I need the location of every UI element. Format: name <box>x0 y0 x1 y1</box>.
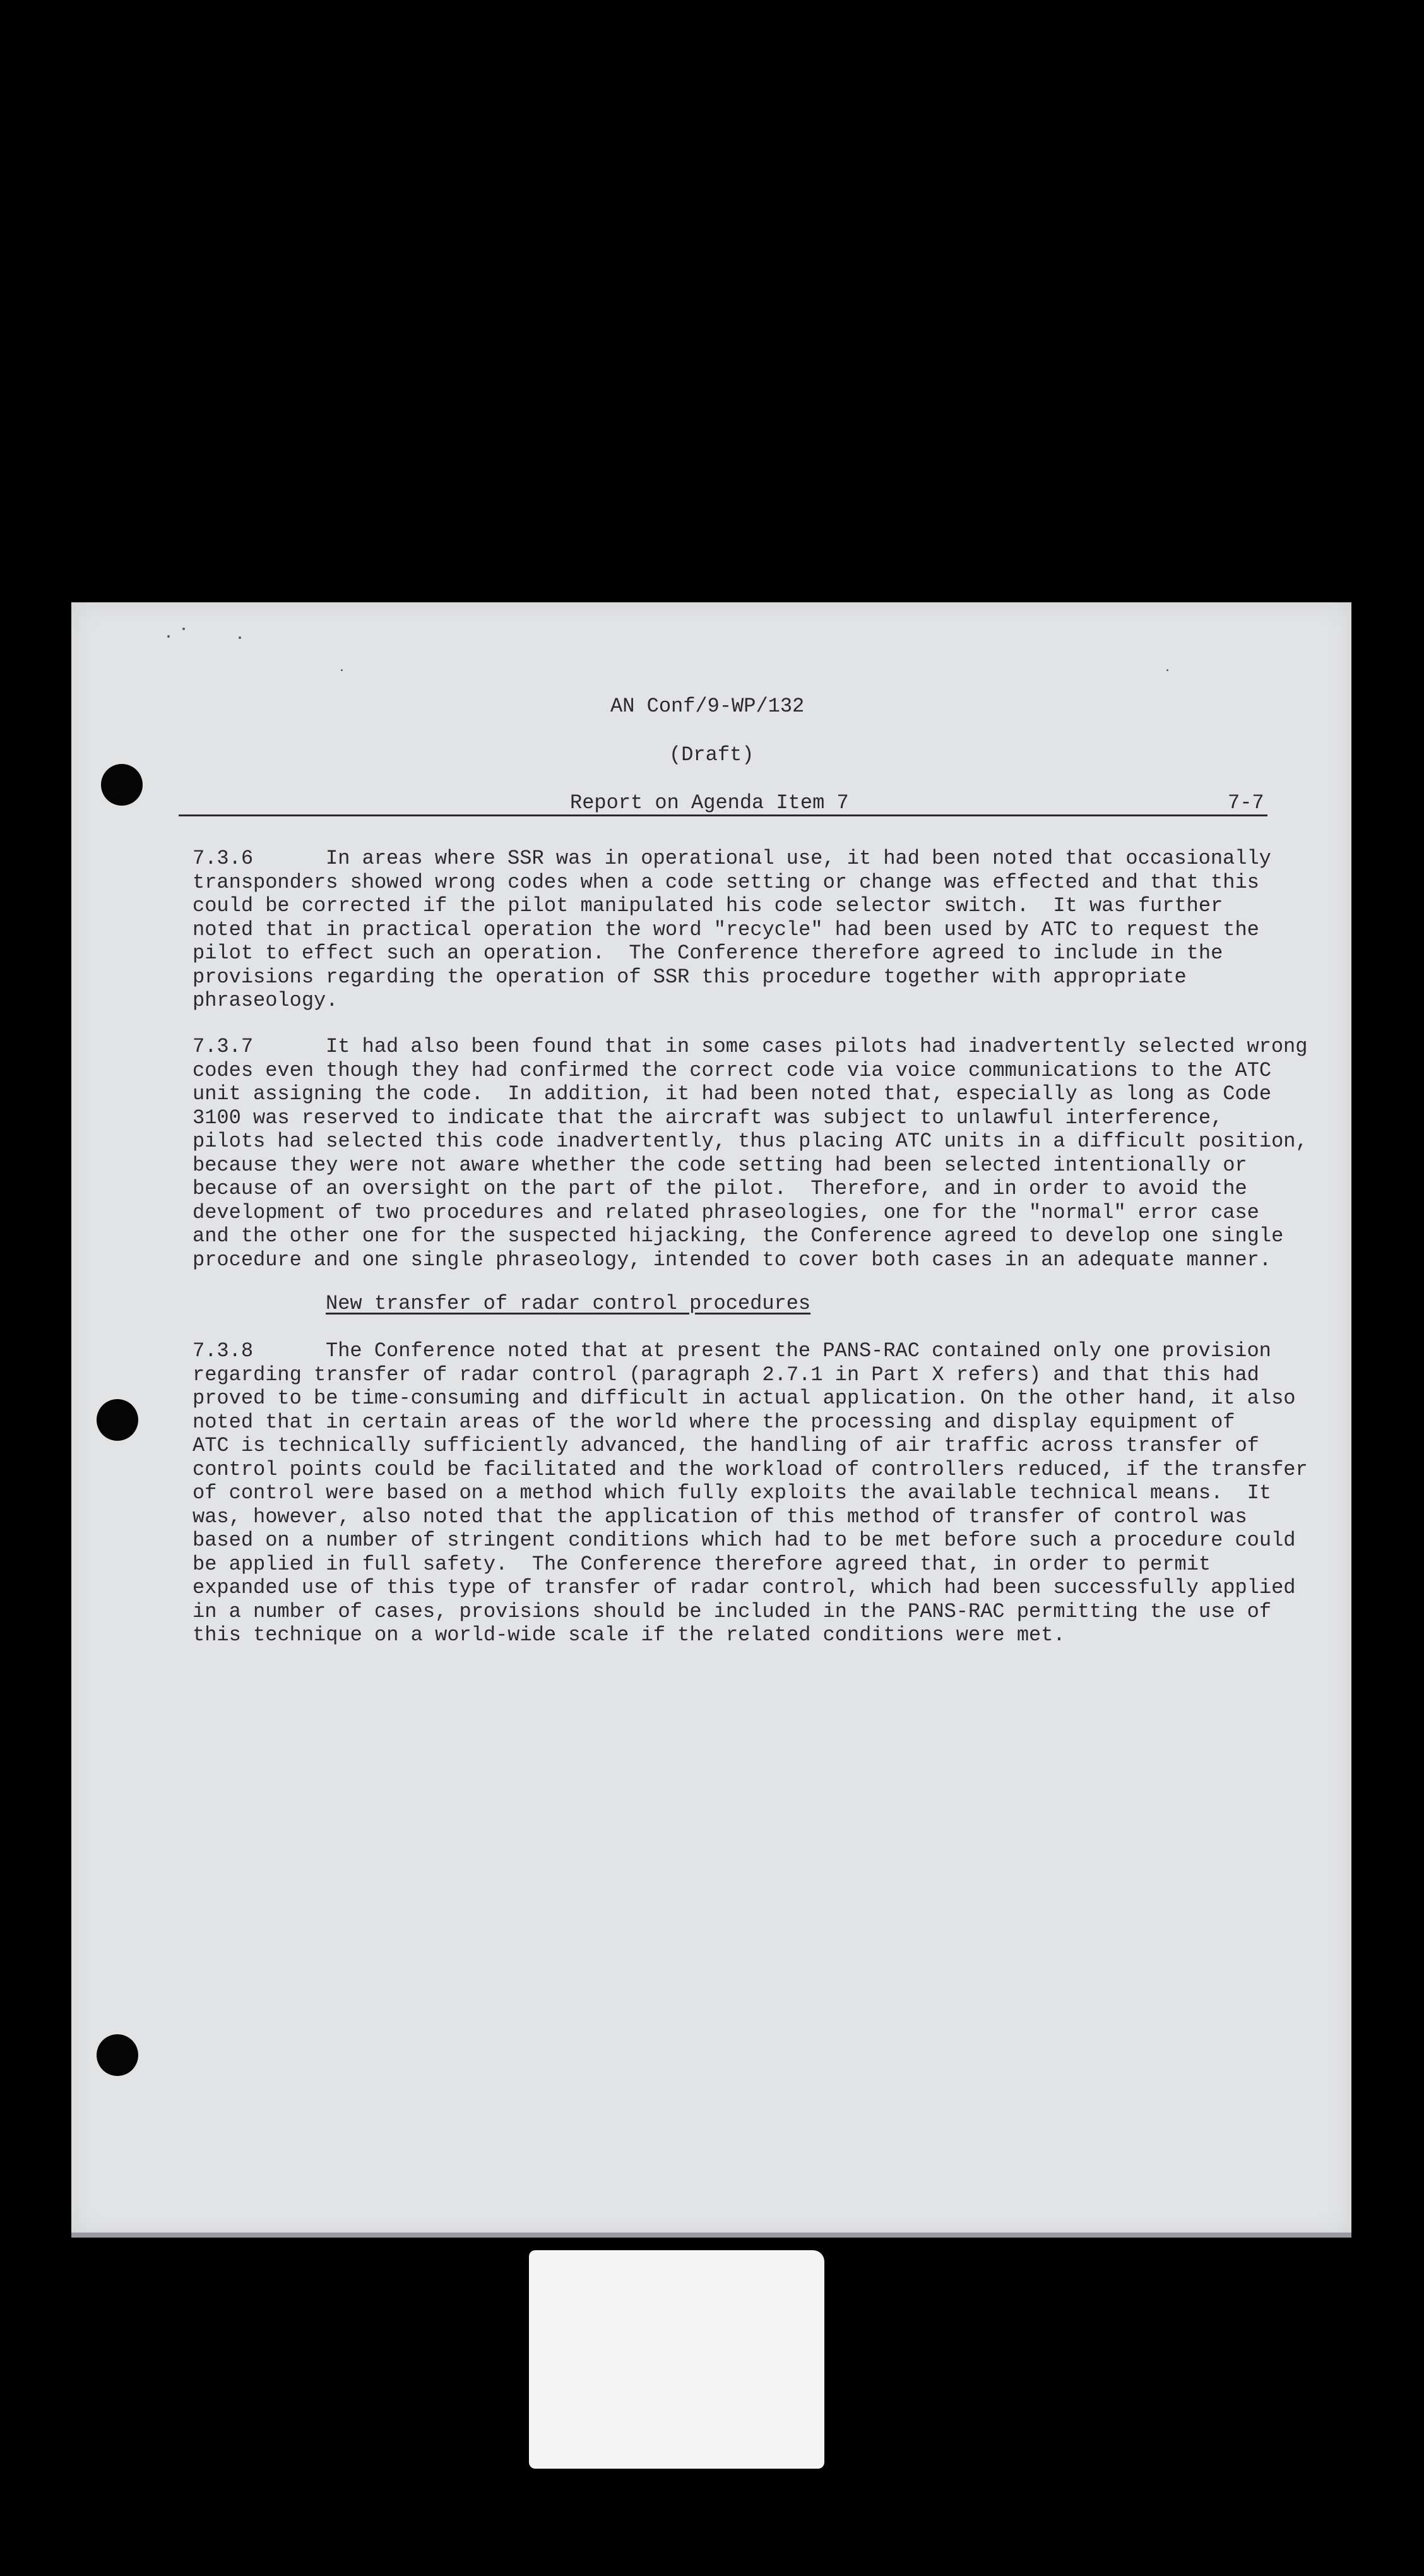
paragraph-number: 7.3.8 <box>193 1339 254 1363</box>
dust-speck <box>1166 669 1168 671</box>
paragraph-line: expanded use of this type of transfer of radar control, which had been successfully applied <box>193 1576 1296 1599</box>
paragraph-line: phraseology. <box>193 989 338 1012</box>
paragraph-7-3-7 <box>193 1035 1308 1272</box>
paragraph-line: 7.3.8 The Conference noted that at present the PANS-RAC contained only one provision <box>193 1339 1271 1363</box>
punch-hole-bottom <box>97 2034 138 2076</box>
paragraph-line: of control were based on a method which fully exploits the available technical means. It <box>193 1481 1272 1505</box>
paragraph-line: 7.3.7 It had also been found that in some cases pilots had inadvertently selected wrong <box>193 1035 1308 1058</box>
paragraph-line: provisions regarding the operation of SSR this procedure together with appropriate <box>193 965 1187 989</box>
paragraph-line: based on a number of stringent conditions which had to be met before such a procedure could <box>193 1529 1296 1552</box>
blank-card <box>529 2250 824 2469</box>
document-reference: AN Conf/9-WP/132 <box>610 695 805 718</box>
paragraph-line: development of two procedures and related phraseologies, one for the "normal" error case <box>193 1200 1259 1224</box>
punch-hole-middle <box>97 1399 138 1441</box>
paragraph-line: ATC is technically sufficiently advanced, the handling of air traffic across transfer of <box>193 1434 1259 1457</box>
report-title: Report on Agenda Item 7 <box>570 791 849 814</box>
paragraph-line: was, however, also noted that the application of this method of transfer of control was <box>193 1505 1247 1529</box>
paragraph-7-3-8 <box>193 1339 1308 1647</box>
paragraph-line: 7.3.6 In areas where SSR was in operational use, it had been noted that occasionally <box>193 847 1271 870</box>
paragraph-line: pilots had selected this code inadvertently, thus placing ATC units in a difficult position, <box>193 1130 1308 1153</box>
dust-speck <box>182 628 185 630</box>
paragraph-line: noted that in certain areas of the world where the processing and display equipment of <box>193 1410 1235 1434</box>
paragraph-line: procedure and one single phraseology, intended to cover both cases in an adequate manner. <box>193 1248 1272 1272</box>
paragraph-line: and the other one for the suspected hijacking, the Conference agreed to develop one single <box>193 1224 1284 1248</box>
paragraph-line: because of an oversight on the part of the pilot. Therefore, and in order to avoid the <box>193 1177 1247 1200</box>
paragraph-line: unit assigning the code. In addition, it had been noted that, especially as long as Code <box>193 1082 1272 1106</box>
paragraph-number: 7.3.7 <box>193 1035 254 1058</box>
punch-hole-top <box>101 764 143 806</box>
page-number: 7-7 <box>1228 791 1264 814</box>
paragraph-line: codes even though they had confirmed the correct code via voice communications to the ATC <box>193 1058 1272 1082</box>
paragraph-line: this technique on a world-wide scale if the related conditions were met. <box>193 1623 1065 1647</box>
paragraph-number: 7.3.6 <box>193 847 254 870</box>
dust-speck <box>239 636 241 639</box>
paragraph-line: be applied in full safety. The Conference therefore agreed that, in order to permit <box>193 1552 1211 1576</box>
dust-speck <box>167 635 170 638</box>
paragraph-line: in a number of cases, provisions should be included in the PANS-RAC permitting the use of <box>193 1599 1272 1623</box>
header-rule <box>179 814 1267 816</box>
paragraph-line: 3100 was reserved to indicate that the aircraft was subject to unlawful interference, <box>193 1106 1223 1130</box>
paragraph-line: because they were not aware whether the code setting had been selected intentionally or <box>193 1153 1247 1177</box>
paragraph-line: proved to be time-consuming and difficult in actual application. On the other hand, it also <box>193 1386 1296 1410</box>
paragraph-line: control points could be facilitated and the workload of controllers reduced, if the transfer <box>193 1457 1308 1481</box>
paragraph-line: regarding transfer of radar control (paragraph 2.7.1 in Part X refers) and that this had <box>193 1363 1259 1386</box>
page-bottom-edge <box>71 2233 1351 2238</box>
dust-speck <box>341 669 343 671</box>
paragraph-line: could be corrected if the pilot manipulated his code selector switch. It was further <box>193 894 1223 917</box>
paragraph-line: noted that in practical operation the word "recycle" had been used by ATC to request the <box>193 917 1259 941</box>
paragraph-7-3-6 <box>193 847 1303 1013</box>
document-status: (Draft) <box>669 743 754 766</box>
section-heading: New transfer of radar control procedures <box>326 1292 811 1315</box>
paragraph-line: transponders showed wrong codes when a code setting or change was effected and that this <box>193 870 1259 894</box>
paragraph-line: pilot to effect such an operation. The Conference therefore agreed to include in the <box>193 941 1223 965</box>
